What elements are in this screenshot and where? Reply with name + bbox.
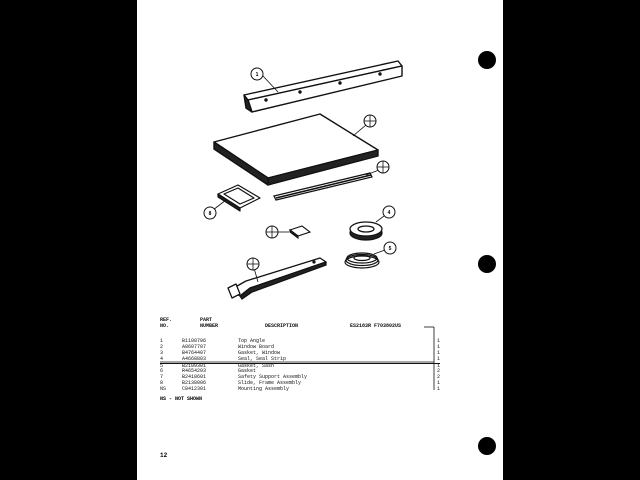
description: Window Board [238, 343, 275, 350]
page-number: 12 [160, 452, 168, 459]
description: Gasket, Window [238, 349, 281, 356]
quantity: 2 [437, 374, 441, 381]
part-number: A4668803 [182, 355, 207, 362]
callout-6 [266, 226, 278, 238]
safety-support-part [228, 258, 326, 299]
part-number: A8607707 [182, 343, 207, 350]
quantity: 1 [437, 349, 441, 356]
header-description: DESCRIPTION [265, 323, 299, 329]
header-part-number: PART NUMBER [200, 317, 219, 329]
part-number: B1100706 [182, 338, 207, 344]
parts-row [160, 387, 440, 393]
callout-7 [247, 258, 259, 270]
callout-8 [204, 207, 216, 219]
part-number: B2138006 [182, 380, 207, 387]
quantity: 1 [437, 362, 441, 369]
ref-no: NS [160, 386, 167, 393]
ref-no: 7 [160, 374, 164, 381]
slide-frame-part [218, 185, 260, 211]
quantity: 1 [437, 338, 441, 344]
callout-2 [364, 115, 376, 127]
sash-gasket-coil-part [345, 253, 379, 268]
part-number: R4654203 [182, 368, 207, 375]
svg-text:5: 5 [388, 246, 392, 252]
part-number: B4764407 [182, 349, 207, 356]
part-number: B2109301 [182, 362, 207, 369]
ref-no: 8 [160, 380, 164, 387]
seal-strip-roll-part [350, 222, 382, 240]
description: Gasket [238, 368, 257, 375]
callout-1 [251, 68, 263, 80]
ref-no: 3 [160, 349, 164, 356]
header-model-numbers: ES2183R F703802US [350, 323, 402, 329]
part-number: C8412301 [182, 386, 207, 393]
header-ref-no: REF. NO. [160, 317, 173, 329]
description: Seal, Seal Strip [238, 355, 287, 362]
callout-5 [384, 242, 396, 254]
callout-4 [383, 206, 395, 218]
svg-text:4: 4 [387, 210, 391, 216]
parts-rows [160, 339, 440, 393]
callout-3 [377, 161, 389, 173]
description: Slide, Frame Assembly [238, 380, 302, 387]
description: Safety Support Assembly [238, 374, 308, 381]
ref-no: 4 [160, 355, 164, 362]
quantity: 1 [437, 343, 441, 350]
quantity: 2 [437, 368, 441, 375]
gasket-piece-part [290, 226, 310, 238]
svg-text:1: 1 [255, 72, 259, 78]
quantity: 1 [437, 386, 441, 393]
svg-text:8: 8 [208, 211, 212, 217]
not-shown-note: NS - NOT SHOWN [160, 396, 203, 402]
window-board-part [214, 114, 378, 185]
description: Mounting Assembly [238, 386, 290, 393]
part-number: B2418601 [182, 374, 207, 381]
quantity: 1 [437, 380, 441, 387]
description: Gasket, Sash [238, 362, 275, 369]
ref-no: 2 [160, 343, 164, 350]
top-angle-part [244, 61, 402, 112]
ref-no: 6 [160, 368, 164, 375]
ref-no: 5 [160, 362, 164, 369]
ref-no: 1 [160, 338, 164, 344]
description: Top Angle [238, 338, 266, 344]
quantity: 1 [437, 355, 441, 362]
